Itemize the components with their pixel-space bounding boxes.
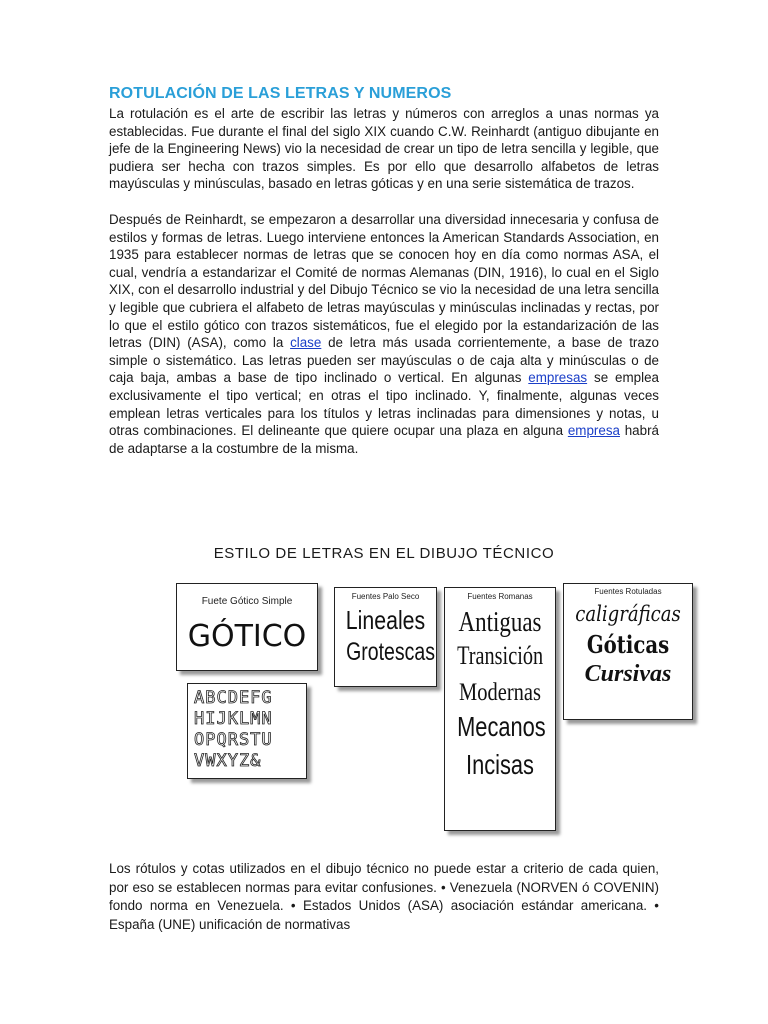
- gotico-word: GÓTICO: [187, 619, 307, 654]
- romanas-word-antiguas: Antiguas: [458, 607, 542, 638]
- palo-seco-word-grotescas: Grotescas: [346, 638, 435, 666]
- alphabet-box: [187, 683, 307, 779]
- alphabet-letters: [188, 684, 306, 776]
- alphabet-row: HIJKLMN: [194, 709, 273, 729]
- paragraph-2-text-2: de letra más usada corrientemente, a base de trazo simple o sistemático. Las letras pueden ser mayúsculas o de caja alta y minúsculas o de caja baja, ambas a base de tipo inclinado o vertical. En algunas: [109, 335, 659, 386]
- romanas-caption: Fuentes Romanas: [467, 592, 533, 601]
- rotuladas-box: [563, 583, 693, 720]
- rotuladas-caption: Fuentes Rotuladas: [594, 587, 662, 596]
- alphabet-row: ABCDEFG: [194, 688, 273, 708]
- romanas-word-modernas: Modernas: [459, 679, 541, 706]
- paragraph-gap: [109, 193, 659, 211]
- gotico-caption: Fuete Gótico Simple: [201, 596, 293, 607]
- rotuladas-word-cursivas: Cursivas: [584, 661, 672, 687]
- link-clase[interactable]: clase: [290, 335, 322, 351]
- alphabet-row: OPQRSTU: [194, 730, 273, 750]
- romanas-word-incisas: Incisas: [466, 749, 534, 780]
- paragraph-3: Los rótulos y cotas utilizados en el dibujo técnico no puede estar a criterio de cada quien, por eso se establecen normas para evitar confusiones. • Venezuela (NORVEN ó COVENIN) fondo norma en Venezuela. • Estados Unidos (ASA) asociación estándar americana. • España (UNE) unificación de normativas: [109, 861, 659, 932]
- romanas-box: [444, 587, 556, 831]
- rotuladas-word-caligraficas: caligráficas: [575, 602, 681, 626]
- palo-seco-caption: Fuentes Palo Seco: [351, 592, 420, 601]
- closing-section: [109, 860, 659, 934]
- romanas-word-transicion: Transición: [457, 641, 544, 670]
- figure-title: ESTILO DE LETRAS EN EL DIBUJO TÉCNICO: [213, 545, 555, 562]
- paragraph-2: [109, 211, 659, 457]
- paragraph-2-text-1: Después de Reinhardt, se empezaron a desarrollar una diversidad innecesaria y confusa de estilos y formas de letras. Luego interviene entonces la American Standards Association, en 1935 para establecer normas de letras que se conocen hoy en día como normas ASA, el cual, vendría a estandarizar el Comité de normas Alemanas (DIN, 1916), lo cual en el Siglo XIX, con el desarrollo industrial y del Dibujo Técnico se vio la necesidad de una letra sencilla y legible que cubriera el alfabeto de letras mayúsculas y minúsculas inclinadas y rectas, por lo que el estilo gótico con trazos sistemáticos, fue el elegido por la estandarización de las letras (DIN) (ASA), como la: [109, 211, 659, 351]
- rotuladas-word-goticas: Góticas: [586, 630, 670, 659]
- link-empresa[interactable]: empresa: [567, 423, 620, 439]
- gotico-box: [176, 583, 318, 671]
- palo-seco-box: [334, 587, 437, 687]
- romanas-word-mecanos: Mecanos: [457, 711, 546, 742]
- paragraph-1: La rotulación es el arte de escribir las letras y números con arreglos a unas normas ya establecidas. Fue durante el final del siglo XIX cuando C.W. Reinhardt (antiguo dibujante en jefe de la Engineering News) vio la necesidad de crear un tipo de letra sencilla y legible, que pudiera ser hecha con trazos simples. Es por ello que desarrollo alfabetos de letras mayúsculas y minúsculas, basado en letras góticas y en una serie sistemática de trazos.: [109, 106, 659, 192]
- paragraph-2-text-4: habrá de adaptarse a la costumbre de la misma.: [109, 423, 659, 456]
- paragraph-2-text-3: se emplea exclusivamente el tipo vertical; en otras el tipo inclinado. Y, finalmente, algunas veces emplean letras verticales para los títulos y letras inclinadas para dimensiones y notas, u otras combinaciones. El delineante que quiere ocupar una plaza en alguna: [109, 370, 659, 439]
- alphabet-row: VWXYZ&: [194, 751, 262, 771]
- article-heading: ROTULACIÓN DE LAS LETRAS Y NUMEROS: [109, 85, 452, 102]
- link-empresas[interactable]: empresas: [528, 370, 588, 386]
- article: [109, 85, 659, 457]
- palo-seco-word-lineales: Lineales: [345, 605, 426, 635]
